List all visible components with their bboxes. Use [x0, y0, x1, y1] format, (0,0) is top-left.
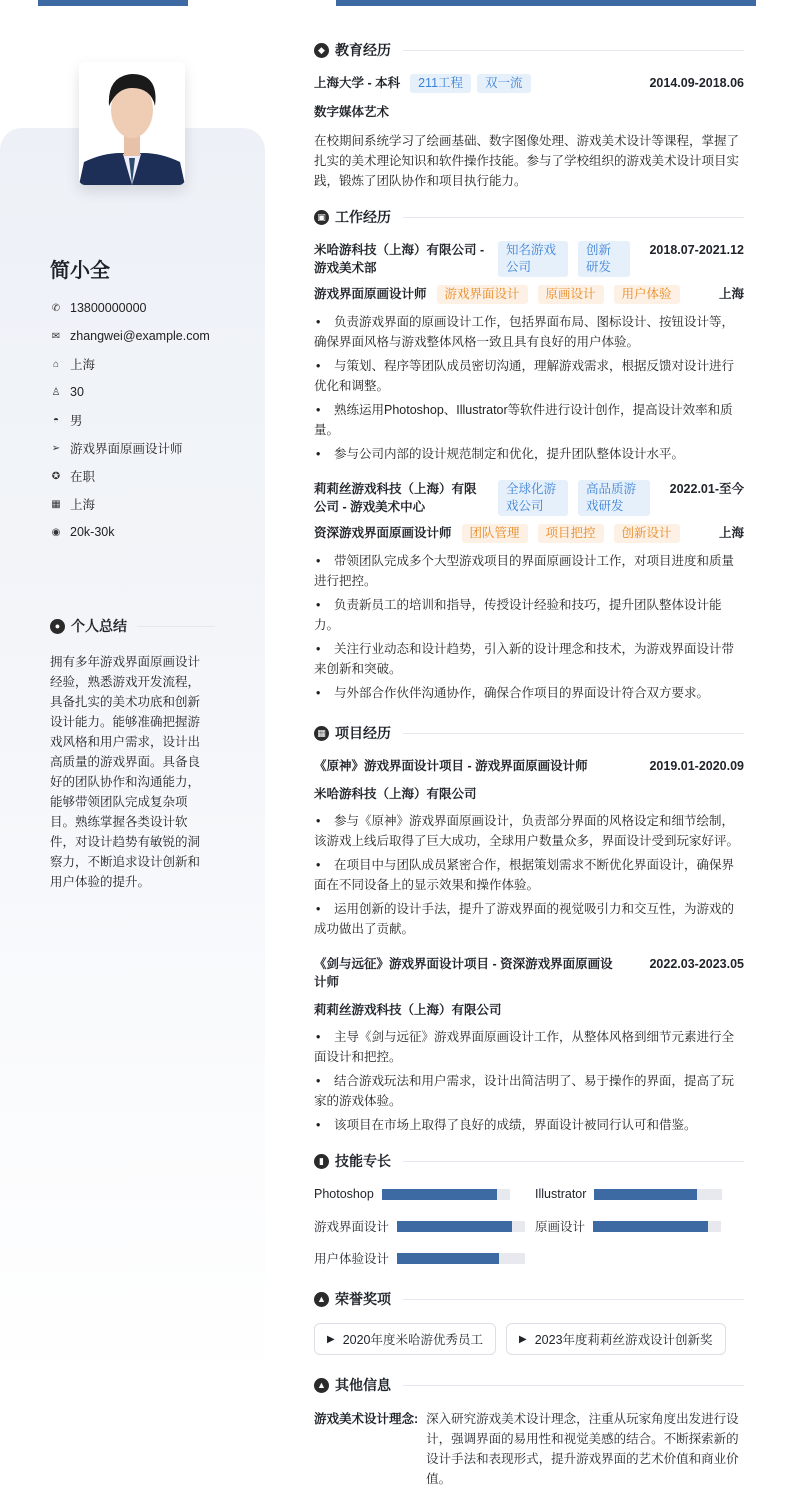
award-item	[506, 1323, 726, 1355]
building-icon: ▦	[51, 498, 61, 510]
mail-icon: ✉	[51, 330, 61, 342]
role: 资深游戏界面原画设计师	[314, 526, 452, 540]
info-city	[50, 490, 250, 518]
education-heading	[314, 40, 744, 60]
section-title: 项目经历	[335, 725, 391, 741]
award-text: 2023年度莉莉丝游戏设计创新奖	[534, 1333, 713, 1347]
info-gender	[50, 406, 250, 434]
info-position	[50, 434, 250, 462]
list-item: • 该项目在市场上取得了良好的成绩，界面设计被同行认可和借鉴。	[314, 1115, 744, 1135]
work-heading	[314, 207, 744, 227]
skill-name: 用户体验设计	[314, 1252, 390, 1266]
projects-heading	[314, 723, 744, 743]
send-icon: ➢	[51, 442, 61, 454]
skill-bar-fill	[593, 1221, 708, 1232]
email-text: zhangwei@example.com	[70, 329, 210, 343]
date: 2018.07-2021.12	[649, 243, 744, 257]
company: 米哈游科技（上海）有限公司 - 游戏美术部	[314, 243, 485, 275]
skill-item	[535, 1217, 744, 1235]
job-entry	[314, 480, 744, 703]
skill-tag: 创新设计	[614, 524, 680, 543]
tag: 创新研发	[578, 241, 630, 277]
skill-bar	[594, 1189, 722, 1200]
salary-text: 20k-30k	[70, 525, 115, 539]
divider	[403, 1385, 744, 1386]
skill-bar-fill	[397, 1221, 512, 1232]
skill-bar-fill	[397, 1253, 499, 1264]
skill-bar	[397, 1253, 525, 1264]
date: 2022.01-至今	[669, 482, 744, 496]
company: 莉莉丝游戏科技（上海）有限公司 - 游戏美术中心	[314, 482, 477, 514]
info-email	[50, 322, 250, 350]
skill-bar	[397, 1221, 525, 1232]
tag: 高品质游戏研发	[578, 480, 650, 516]
other-value: 深入研究游戏美术设计理念，注重从玩家角度出发进行设计，强调界面的易用性和视觉美感的结合。不断探索新的设计手法和表现形式，提升游戏界面的艺术价值和商业价值。	[426, 1412, 739, 1486]
tag: 211工程	[410, 74, 471, 93]
awards-heading	[314, 1289, 744, 1309]
skill-bar	[382, 1189, 510, 1200]
status-icon: ✪	[51, 470, 61, 482]
major: 数字媒体艺术	[314, 105, 390, 119]
other-info	[314, 1409, 744, 1489]
date: 2014.09-2018.06	[649, 76, 744, 90]
job-entry	[314, 241, 744, 464]
section-title: 荣誉奖项	[335, 1291, 391, 1307]
list-item: • 参与公司内部的设计规范制定和优化，提升团队整体设计水平。	[314, 444, 744, 464]
list-item: • 带领团队完成多个大型游戏项目的界面原画设计工作，对项目进度和质量进行把控。	[314, 551, 744, 591]
project-name: 《原神》游戏界面设计项目 - 游戏界面原画设计师	[314, 759, 588, 773]
project-company: 莉莉丝游戏科技（上海）有限公司	[314, 1003, 502, 1017]
position-text: 游戏界面原画设计师	[70, 442, 183, 456]
top-accent-bar-right	[336, 0, 756, 6]
project-company: 米哈游科技（上海）有限公司	[314, 787, 477, 801]
date: 2022.03-2023.05	[649, 957, 744, 971]
top-accent-bar-left	[38, 0, 188, 6]
skill-name: 原画设计	[535, 1220, 586, 1234]
target-icon: ◉	[51, 526, 61, 538]
award-text: 2020年度米哈游优秀员工	[342, 1333, 484, 1347]
main-content	[314, 40, 744, 1489]
skills-heading	[314, 1151, 744, 1171]
play-icon: ▶	[519, 1333, 527, 1345]
divider	[403, 1161, 744, 1162]
other-key: 游戏美术设计理念:	[314, 1412, 419, 1426]
skill-tag: 用户体验	[614, 285, 680, 304]
skill-tag: 原画设计	[538, 285, 604, 304]
grid-icon: ▦	[314, 726, 329, 741]
graduation-cap-icon: ◆	[314, 43, 329, 58]
age-text: 30	[70, 385, 84, 399]
home-icon: ⌂	[52, 358, 60, 370]
summary-heading	[50, 616, 215, 636]
skill-item	[314, 1185, 535, 1203]
cake-icon: ♙	[51, 386, 61, 398]
divider	[403, 50, 744, 51]
list-item: • 主导《剑与远征》游戏界面原画设计工作，从整体风格到细节元素进行全面设计和把控。	[314, 1027, 744, 1067]
list-item: • 参与《原神》游戏界面原画设计，负责部分界面的风格设定和细节绘制，该游戏上线后取得了巨大成功，全球用户数量众多，界面设计受到玩家好评。	[314, 811, 744, 851]
skill-item	[535, 1185, 744, 1203]
divider	[403, 217, 744, 218]
section-title: 技能专长	[335, 1153, 391, 1169]
skill-item	[314, 1217, 535, 1235]
city: 上海	[718, 287, 744, 301]
avatar-photo	[79, 62, 185, 185]
contact-info	[50, 294, 250, 546]
info-phone	[50, 294, 250, 322]
divider	[137, 626, 215, 627]
role: 游戏界面原画设计师	[314, 287, 427, 301]
award-icon: ▲	[314, 1292, 329, 1307]
list-item: • 负责游戏界面的原画设计工作，包括界面布局、图标设计、按钮设计等，确保界面风格与游戏整体风格一致且具有良好的用户体验。	[314, 312, 744, 352]
project-entry	[314, 955, 744, 1135]
date: 2019.01-2020.09	[649, 759, 744, 773]
divider	[403, 733, 744, 734]
info-status	[50, 462, 250, 490]
section-title: 教育经历	[335, 42, 391, 58]
skill-name: 游戏界面设计	[314, 1220, 390, 1234]
tag: 知名游戏公司	[498, 241, 568, 277]
briefcase-icon: ▣	[314, 210, 329, 225]
list-item: • 结合游戏玩法和用户需求，设计出简洁明了、易于操作的界面，提高了玩家的游戏体验。	[314, 1071, 744, 1111]
gender-text: 男	[70, 414, 83, 428]
play-icon: ▶	[327, 1333, 335, 1345]
phone-icon: ✆	[51, 302, 61, 314]
info-icon: ▲	[314, 1378, 329, 1393]
list-item: • 运用创新的设计手法，提升了游戏界面的视觉吸引力和交互性，为游戏的成功做出了贡献。	[314, 899, 744, 939]
info-location	[50, 350, 250, 378]
project-name: 《剑与远征》游戏界面设计项目 - 资深游戏界面原画设计师	[314, 957, 613, 989]
info-age	[50, 378, 250, 406]
education-desc: 在校期间系统学习了绘画基础、数字图像处理、游戏美术设计等课程，掌握了扎实的美术理论知识和软件操作技能。参与了学校组织的游戏美术设计项目实践，锻炼了团队协作和项目执行能力。	[314, 134, 740, 188]
list-item: • 熟练运用Photoshop、Illustrator等软件进行设计创作，提高设计效率和质量。	[314, 400, 744, 440]
project-entry	[314, 757, 744, 939]
gender-icon: ◓	[52, 414, 60, 426]
skill-name: Photoshop	[314, 1187, 374, 1201]
list-item: • 在项目中与团队成员紧密合作，根据策划需求不断优化界面设计，确保界面在不同设备上的显示效果和操作体验。	[314, 855, 744, 895]
section-title: 其他信息	[335, 1377, 391, 1393]
chart-icon: ▮	[314, 1154, 329, 1169]
divider	[403, 1299, 744, 1300]
info-salary	[50, 518, 250, 546]
school: 上海大学 - 本科	[314, 76, 401, 90]
status-text: 在职	[70, 470, 96, 484]
city: 上海	[718, 526, 744, 540]
list-item: • 与外部合作伙伴沟通协作，确保合作项目的界面设计符合双方要求。	[314, 683, 744, 703]
candidate-name: 简小全	[50, 260, 110, 282]
skill-bar	[593, 1221, 721, 1232]
list-item: • 与策划、程序等团队成员密切沟通，理解游戏需求，根据反馈对设计进行优化和调整。	[314, 356, 744, 396]
skill-name: Illustrator	[535, 1187, 587, 1201]
skill-tag: 团队管理	[462, 524, 528, 543]
summary-title: 个人总结	[71, 618, 127, 634]
other-heading	[314, 1375, 744, 1395]
award-item	[314, 1323, 496, 1355]
education-entry	[314, 74, 744, 191]
skill-tag: 游戏界面设计	[437, 285, 528, 304]
city-text: 上海	[70, 498, 96, 512]
skill-bar-fill	[382, 1189, 497, 1200]
user-icon: ●	[50, 619, 65, 634]
skill-item	[314, 1249, 535, 1267]
tag: 全球化游戏公司	[498, 480, 568, 516]
skill-tag: 项目把控	[538, 524, 604, 543]
list-item: • 关注行业动态和设计趋势，引入新的设计理念和技术，为游戏界面设计带来创新和突破。	[314, 639, 744, 679]
summary-text: 拥有多年游戏界面原画设计经验，熟悉游戏开发流程，具备扎实的美术功底和创新设计能力。能够准确把握游戏风格和用户需求，设计出高质量的游戏界面。具备良好的团队协作和沟通能力，能够带领团队完成复杂项目。熟练掌握各类设计软件，对设计趋势有敏锐的洞察力，不断追求设计创新和用户体验的提升。	[50, 655, 201, 889]
section-title: 工作经历	[335, 209, 391, 225]
location-text: 上海	[70, 358, 96, 372]
tag: 双一流	[477, 74, 531, 93]
phone-text: 13800000000	[70, 301, 147, 315]
list-item: • 负责新员工的培训和指导，传授设计经验和技巧，提升团队整体设计能力。	[314, 595, 744, 635]
skill-bar-fill	[594, 1189, 696, 1200]
